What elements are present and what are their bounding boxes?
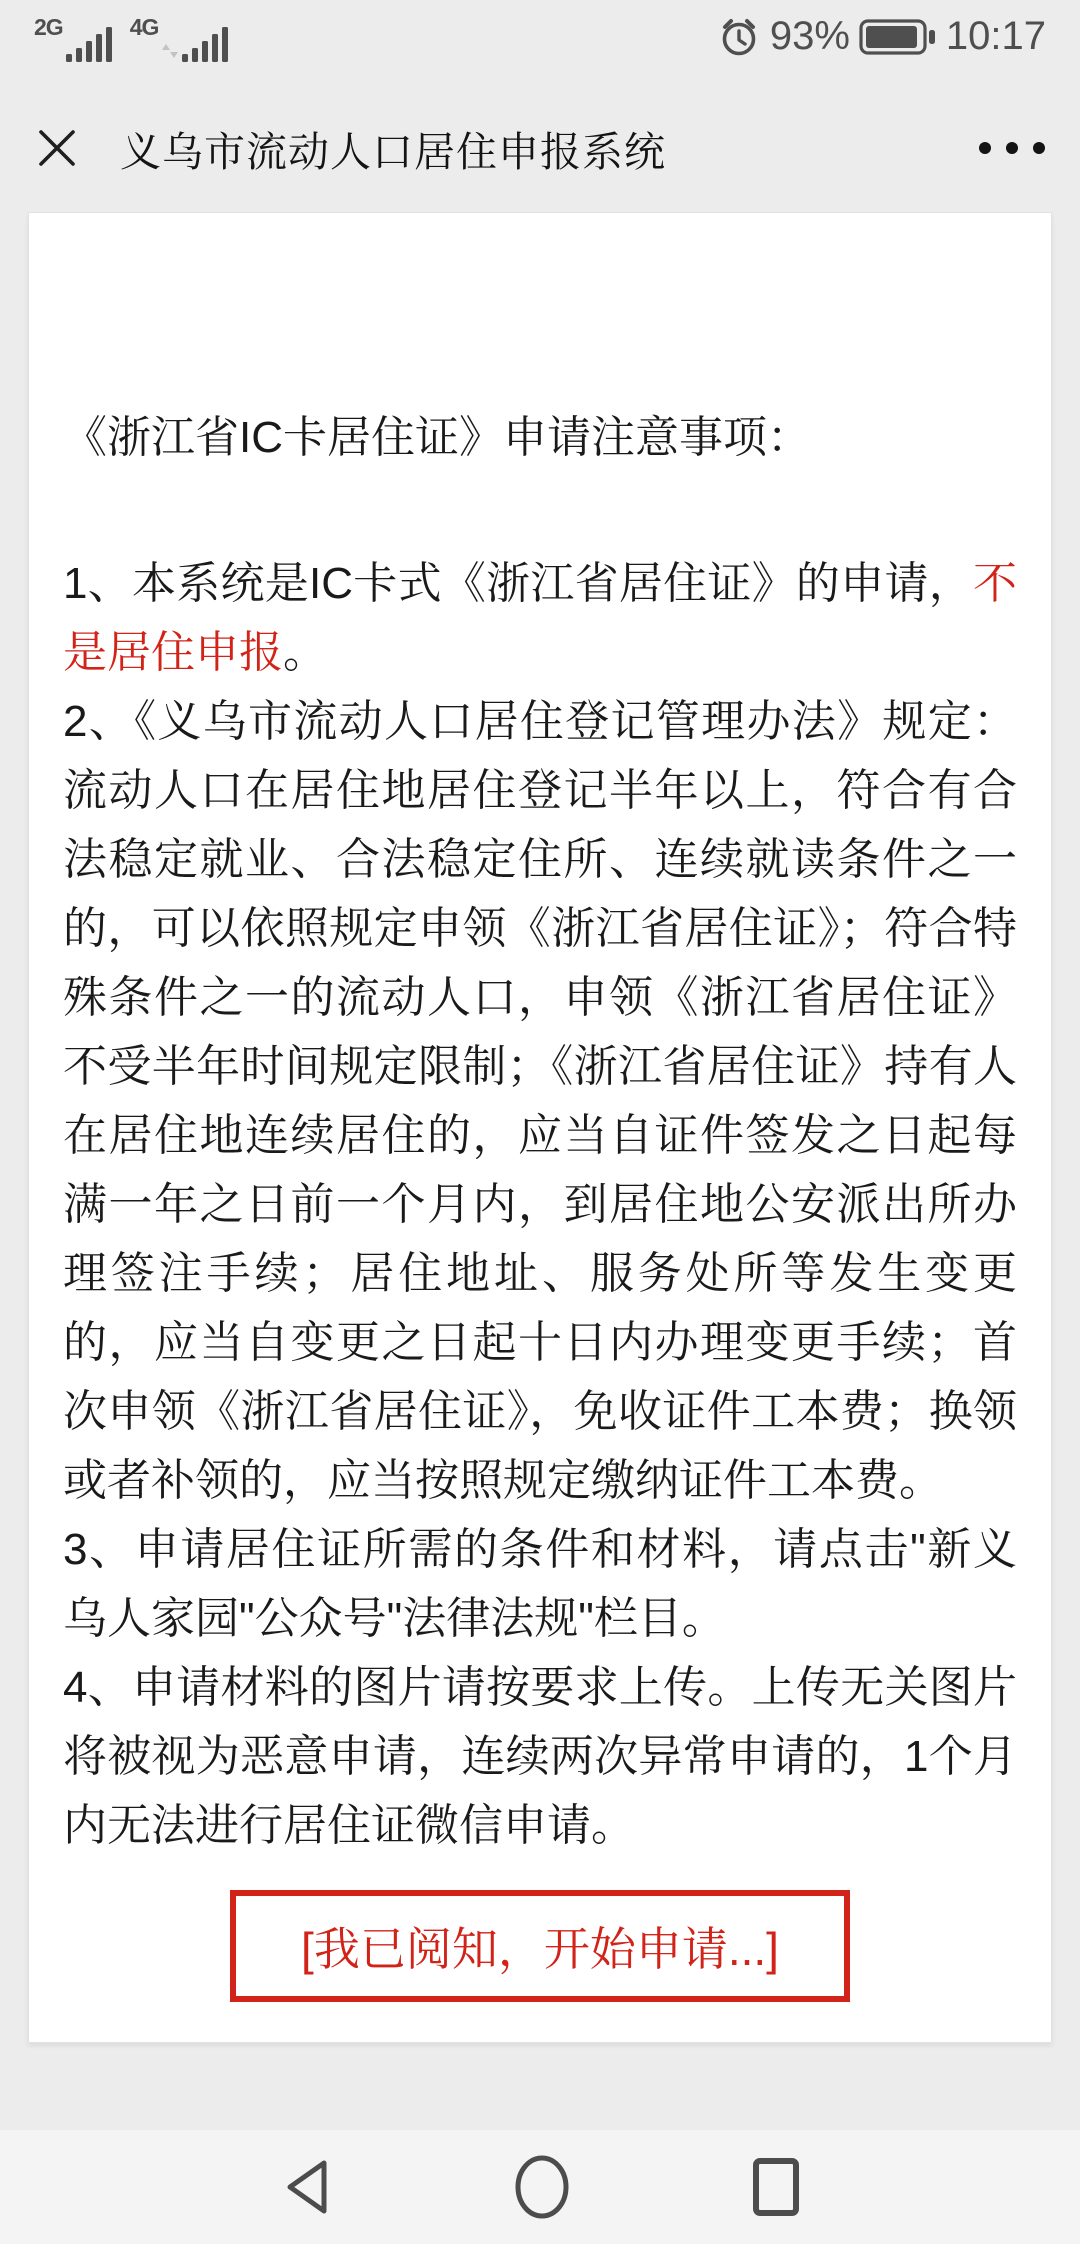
notice-heading: 《浙江省IC卡居住证》申请注意事项： [63, 413, 811, 462]
signal-group [34, 14, 228, 62]
battery-icon [859, 16, 937, 58]
nav-home-button[interactable] [513, 2154, 571, 2220]
notice-paragraph-1 [63, 549, 1017, 687]
notice-body [63, 549, 1017, 1860]
para1-period: 。 [283, 628, 327, 677]
close-button[interactable] [34, 125, 80, 171]
clock-time: 10:17 [945, 14, 1046, 58]
para1-text: 1、本系统是IC卡式《浙江省居住证》的申请， [63, 559, 973, 608]
recents-square-icon [751, 2156, 801, 2218]
alarm-clock-icon [717, 15, 761, 59]
more-menu-button[interactable] [978, 135, 1046, 161]
header [0, 0, 1080, 212]
notice-paragraph-4: 4、申请材料的图片请按要求上传。上传无关图片将被视为恶意申请，连续两次异常申请的，1个月内无法进行居住证微信申请。 [63, 1663, 1017, 1850]
status-bar-right [717, 14, 1046, 59]
sim2-network-label: 4G [129, 14, 159, 40]
battery-percent: 93% [769, 14, 850, 58]
nav-back-button[interactable] [279, 2156, 333, 2218]
para1-warning-text: 不是居住申报 [63, 559, 1017, 677]
sim1-network-label: 2G [34, 14, 63, 40]
notice-paragraph-2: 2、《义乌市流动人口居住登记管理办法》规定：流动人口在居住地居住登记半年以上，符合有合法稳定就业、合法稳定住所、连续就读条件之一的，可以依照规定申领《浙江省居住证》；符合特殊条件之一的流动人口，申领《浙江省居住证》不受半年时间规定限制；《浙江省居住证》持有人在居住地连续居住的，应当自证件签发之日起每满一年之日前一个月内，到居住地公安派出所办理签注手续；居住地址、服务处所等发生变更的，应当自变更之日起十日内办理变更手续；首次申领《浙江省居住证》，免收证件工本费；换领或者补领的，应当按照规定缴纳证件工本费。 [63, 697, 1017, 1505]
title-bar [0, 116, 1080, 180]
notice-card [28, 212, 1052, 2043]
more-dots-icon [978, 141, 1046, 155]
home-circle-icon [513, 2154, 571, 2220]
sim2-signal-bars-icon [182, 26, 228, 62]
close-icon [34, 125, 80, 171]
android-nav-bar [0, 2130, 1080, 2244]
status-bar [0, 0, 1080, 62]
sim1-signal-bars-icon [66, 26, 112, 62]
back-triangle-icon [279, 2156, 333, 2218]
sim2-signal [130, 14, 229, 62]
sim1-signal [34, 14, 112, 62]
start-application-button[interactable]: [我已阅知，开始申请...] [230, 1890, 850, 2002]
data-transfer-arrows-icon [161, 42, 179, 60]
page-title: 义乌市流动人口居住申报系统 [120, 128, 666, 175]
nav-recents-button[interactable] [751, 2156, 801, 2218]
notice-paragraph-3: 3、申请居住证所需的条件和材料，请点击"新义乌人家园"公众号"法律法规"栏目。 [63, 1525, 1017, 1643]
